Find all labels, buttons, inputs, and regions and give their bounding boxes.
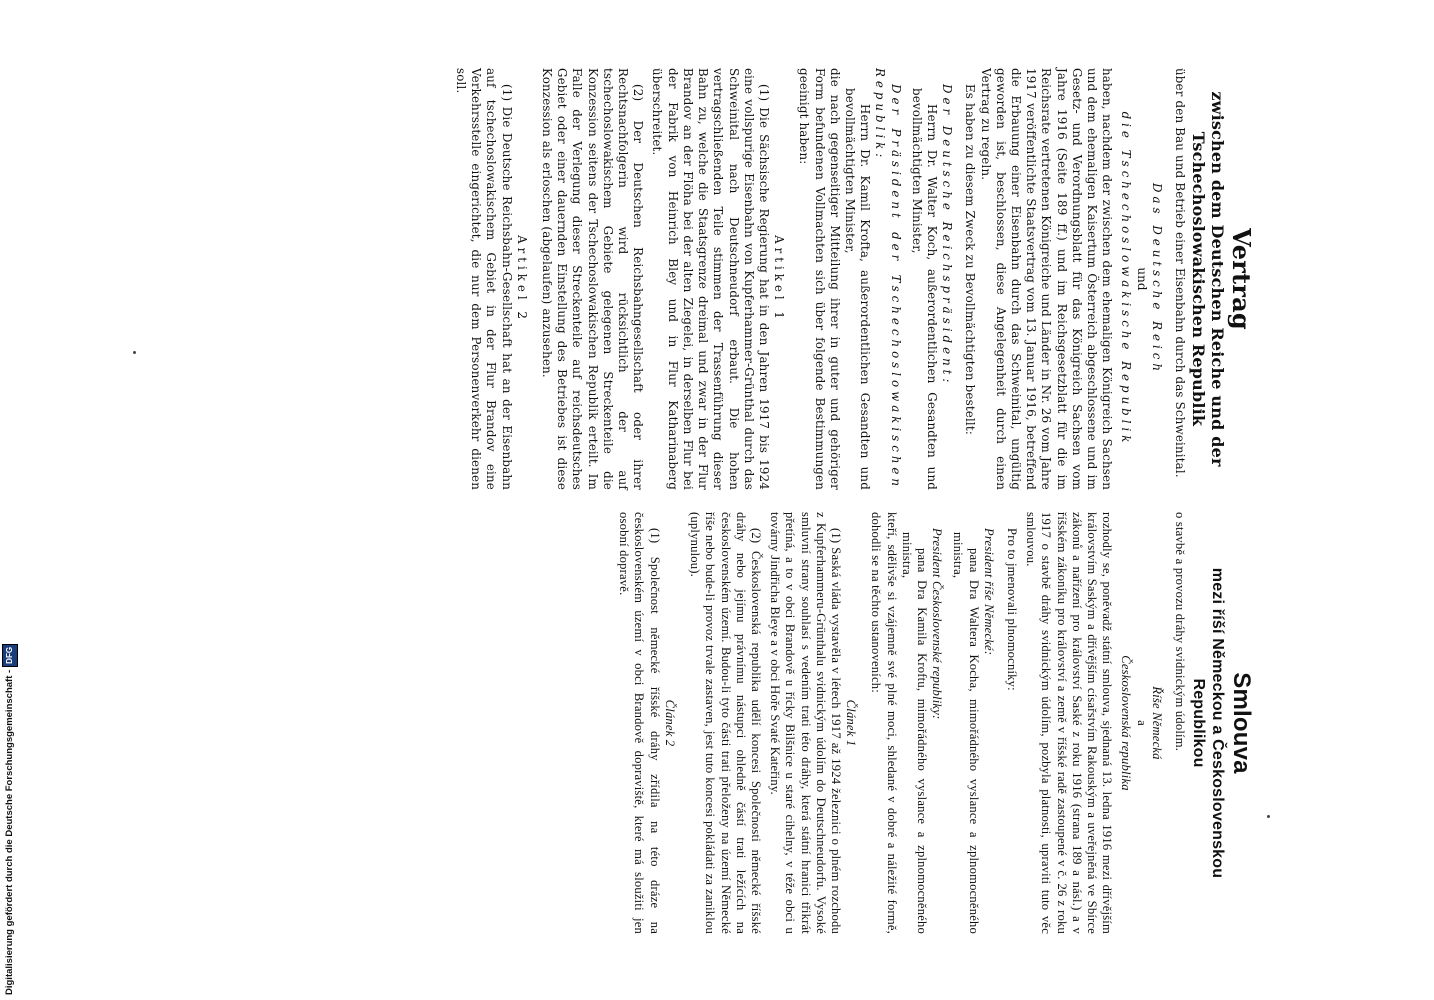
czech-art1-p2: (2) Československá republika udělí koncesi Společnosti německé říšské dráhy nebo jejímu právnímu nástupci ohledně částí trati ležících na československém území. Budou-li tyto části trati přeloženy na území Německé říše nebo bude-li provoz trvale zastaven, jest tuto koncesi pokládati za zaniklou (uplynulou).	[688, 512, 763, 934]
czech-a: a	[1134, 720, 1149, 726]
german-title-main: Vertrag	[1227, 228, 1256, 330]
czech-title-line2: Republikou	[1190, 678, 1207, 768]
german-subject: über den Bau und Betrieb einer Eisenbahn durch das Schweinital.	[1173, 68, 1187, 478]
czech-art1-p1: (1) Saská vláda vystavěla v létech 1917 až 1924 železnici o plném rozchodu z Kupferhammeru-Grünthalu svidnickým údolím do Deutschneudorfu. Vysoké smluvní strany souhlasí s vedením trati této dráhy, která státní hranici třikrát přetíná, a to v obci Brandově u řícky Bilšnice u staré cihelny, v téže obci u továrny Jindřicha Bleye a v obci Hoře Svaté Kateřiny.	[768, 512, 843, 934]
german-art1-p1: (1) Die Sächsische Regierung hat in den Jahren 1917 bis 1924 eine vollspurige Eisenbahn von Kupferhammer-Grünthal durch das Schweinital nach Deutschneudorf erbaut. Die hohen vertragschließenden Teile stimmen der Trassenführung dieser Bahn zu, welche die Staatsgrenze dreimal und zwar in der Flur Brandov an der Flöha bei der alten Ziegelei, in derselben Flur bei der Fabrik von Heinrich Bley und in Flur Katharinaberg überschreitet.	[650, 68, 771, 490]
digitization-note: Digitalisierung gefördert durch die Deutsche Forschungsgemeinschaft -	[4, 669, 15, 995]
german-title-line1: zwischen dem Deutschen Reiche und der	[1208, 91, 1227, 467]
german-cs-president: Der Präsident der Tschechoslowakischen Republik:	[873, 68, 903, 490]
german-und: und	[1134, 267, 1149, 291]
digitization-footer	[2, 605, 16, 995]
german-half	[155, 64, 1255, 494]
czech-title-main: Smlouva	[1228, 672, 1255, 774]
czech-art1-heading: Článek 1	[844, 699, 859, 747]
czech-de-president: President říše Německé:	[981, 528, 996, 656]
czech-party2: Československá republika	[1119, 655, 1134, 791]
czech-subject: o stavbě a provozu dráhy svidnickým údolím.	[1173, 512, 1187, 752]
czech-title-line1: mezi říší Německou a Československou	[1209, 567, 1226, 879]
german-preamble: haben, nachdem der zwischen dem ehemaligen Königreich Sachsen und dem ehemaligen Kaisertum Österreich abgeschlossene und im Gesetz- und Verordnungsblatt für das Königreich Sachsen vom Jahre 1916 (Seite 189 ff.) und im Reichsgesetzblatt für die im Reichsrate vertretenen Königreiche und Länder in Nr. 26 vom Jahre 1917 veröffentlichte Staatsvertrag vom 13. Januar 1916, betreffend die Erbauung einer Eisenbahn durch das Schweinital, ungültig geworden ist, beschlossen, diese Angelegenheit durch einen Vertrag zu regeln.	[978, 68, 1115, 490]
czech-closing: kteří, sdělivše si vzájemně své plné moci, shledané v dobré a náležité formě, dohodli se na těchto ustanoveních:	[869, 512, 899, 934]
czech-appoint: Pro to jmenovali plnomocníky:	[1004, 528, 1019, 691]
czech-preamble: rozhodly se, poněvadž státní smlouva, sjednaná 13. ledna 1916 mezi dřívějším královstvím Saským a dřívějším císařstvím Rakouským a uveřejněná ve Sbírce zákonů a nařízení pro království Saské z roku 1916 (strana 189 a násl.) a v říšském zákoníku pro království a země v říšské radě zastoupené v č. 26 z roku 1917 o stavbě dráhy svidnickým údolím, pozbyla platnosti, upraviti tuto věc smlouvou.	[1024, 512, 1115, 934]
german-art2-p1: (1) Die Deutsche Reichsbahn-Gesellschaft hat an der Eisenbahn auf tschechoslowakischem Gebiet in der Flur Brandov eine Verkehrsstelle eingerichtet, die nur dem Personenverkehr dienen soll.	[454, 68, 514, 490]
czech-half	[155, 508, 1255, 938]
german-de-plenipotentiary: Herrn Dr. Walter Koch, außerordentlichen Gesandten und bevollmächtigten Minister,	[909, 88, 939, 490]
german-closing: die nach gegenseitiger Mitteilung ihrer in guter und gehöriger Form befundenen Vollmachten sich über folgende Bestimmungen geeinigt haben:	[797, 68, 842, 490]
czech-cs-plenipotentiary: pana Dra Kamila Kroftu, mimořádného vyslance a zplnomocněného ministra,	[899, 532, 929, 934]
german-art1-heading: Artikel 1	[772, 235, 787, 323]
scan-speck	[133, 351, 136, 354]
german-party1: Das Deutsche Reich	[1149, 183, 1164, 375]
czech-de-plenipotentiary: pana Dra Waltera Kocha, mimořádného vyslance a zplnomocněného ministra,	[951, 532, 981, 934]
german-art1-p2: (2) Der Deutschen Reichsbahngesellschaft oder ihrer Rechtsnachfolgerin wird rücksichtlich der auf tschechoslowakischem Gebiete gelegenen Streckenteile die Konzession seitens der Tschechoslowakischen Republik erteilt. Im Falle der Verlegung dieser Streckenteile auf reichsdeutsches Gebiet oder einer dauernden Einstellung des Betriebes ist diese Konzession als erloschen (abgelaufen) anzusehen.	[540, 68, 646, 490]
german-title-line2: Tschechoslowakischen Republik	[1189, 131, 1208, 427]
czech-art2-heading: Článek 2	[662, 699, 677, 747]
scan-speck	[1267, 815, 1270, 818]
german-cs-plenipotentiary: Herrn Dr. Kamil Krofta, außerordentlichen Gesandten und bevollmächtigten Minister,	[842, 88, 873, 490]
german-party2: die Tschechoslowakische Republik	[1119, 111, 1134, 447]
german-de-president: Der Deutsche Reichspräsident:	[940, 84, 955, 387]
czech-party1: Říše Německá	[1149, 686, 1164, 760]
czech-cs-president: President Československé republiky:	[930, 528, 945, 720]
german-appoint: Es haben zu diesem Zweck zu Bevollmächtigten bestellt:	[963, 84, 978, 436]
german-art2-heading: Artikel 2	[514, 235, 529, 323]
dfg-logo: DFG	[2, 644, 18, 667]
czech-art2-p1: (1) Společnost německé říšské dráhy zřídila na této dráze na československém území v obci Brandově dopraviště, které má sloužiti jen osobní dopravě.	[617, 512, 662, 934]
